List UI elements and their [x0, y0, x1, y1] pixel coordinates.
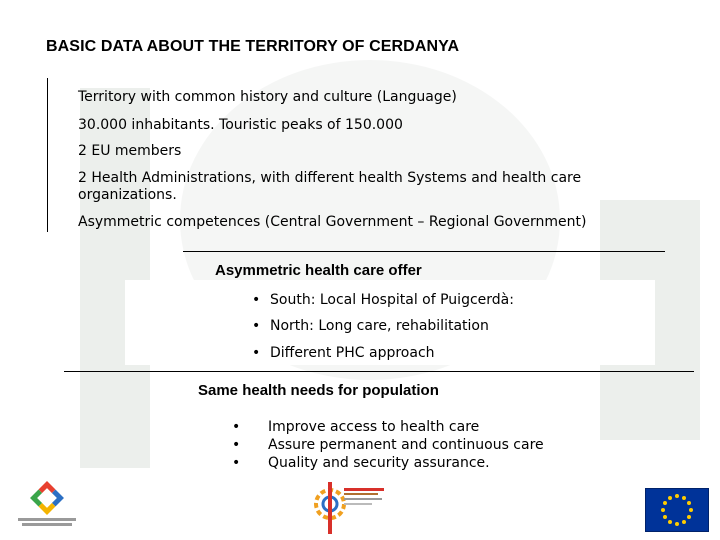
divider-needs	[64, 371, 694, 372]
needs-item-2: Assure permanent and continuous care	[268, 437, 544, 453]
intro-line-1: Territory with common history and culture (Language)	[78, 89, 457, 105]
bullet-icon: •	[232, 455, 241, 471]
offer-item-3	[252, 345, 435, 362]
offer-item-2	[252, 318, 489, 335]
bullet-icon: •	[232, 419, 241, 435]
left-rule	[47, 78, 48, 232]
bullet-icon: •	[252, 345, 261, 361]
bullet-icon: •	[252, 318, 261, 334]
offer-item-3-text: Different PHC approach	[270, 345, 435, 361]
intro-line-5: Asymmetric competences (Central Government – Regional Government)	[78, 214, 587, 230]
divider-offer	[183, 251, 665, 252]
intro-line-3: 2 EU members	[78, 143, 182, 159]
offer-item-1	[252, 292, 514, 309]
bullet-icon: •	[252, 292, 261, 308]
offer-item-1-text: South: Local Hospital of Puigcerdà:	[270, 292, 514, 308]
eu-stars-icon	[646, 489, 708, 531]
needs-heading: Same health needs for population	[198, 382, 439, 399]
offer-item-2-text: North: Long care, rehabilitation	[270, 318, 489, 334]
page-title: BASIC DATA ABOUT THE TERRITORY OF CERDANYA	[46, 38, 460, 55]
needs-item-3: Quality and security assurance.	[268, 455, 490, 471]
project-emblem-logo	[310, 478, 392, 536]
needs-item-1: Improve access to health care	[268, 419, 480, 435]
intro-line-4: 2 Health Administrations, with different health Systems and health care organizations.	[78, 170, 582, 203]
offer-heading: Asymmetric health care offer	[215, 262, 422, 279]
intro-line-2: 30.000 inhabitants. Touristic peaks of 150.000	[78, 117, 403, 133]
bullet-icon: •	[232, 437, 241, 453]
eu-flag-icon	[645, 488, 709, 532]
hospital-logo-caption	[10, 516, 84, 528]
